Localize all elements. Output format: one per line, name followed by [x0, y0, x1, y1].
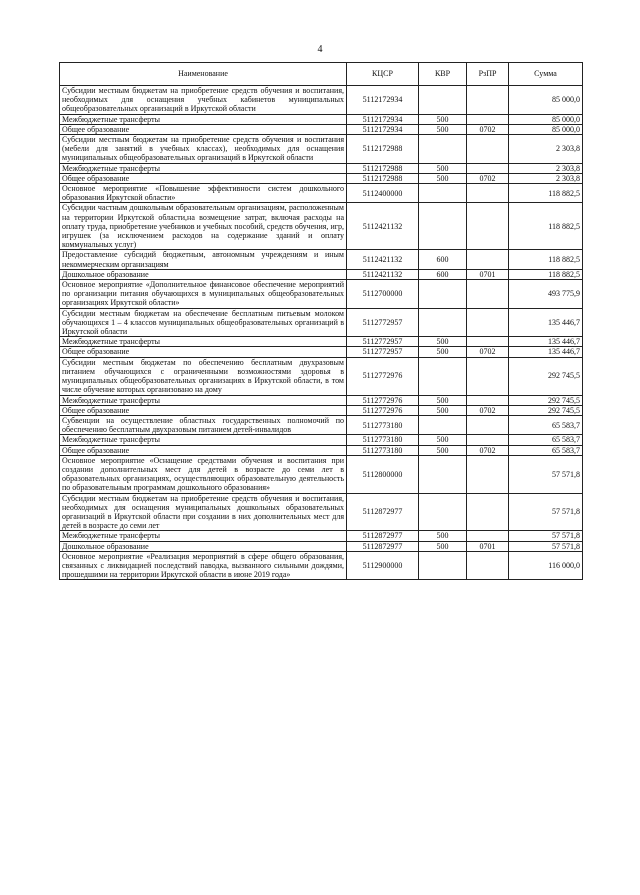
cell-sum: 65 583,7 [509, 445, 583, 455]
cell-rzpr: 0701 [467, 541, 509, 551]
cell-kvr: 500 [419, 163, 467, 173]
cell-name: Субсидии местным бюджетам на приобретение средств обучения и воспитания, необходимых для оснащения учебных кабинетов муниципальных общеобразовательных организаций в Иркутской области [60, 86, 347, 115]
cell-sum: 85 000,0 [509, 114, 583, 124]
cell-rzpr [467, 135, 509, 164]
cell-kcsr: 5112400000 [347, 184, 419, 203]
cell-sum: 292 745,5 [509, 395, 583, 405]
cell-kvr: 500 [419, 531, 467, 541]
table-row [60, 124, 583, 134]
cell-sum: 85 000,0 [509, 86, 583, 115]
cell-kcsr: 5112421132 [347, 203, 419, 250]
table-row [60, 337, 583, 347]
cell-kcsr: 5112172988 [347, 163, 419, 173]
table-row [60, 135, 583, 164]
cell-kvr: 600 [419, 250, 467, 269]
cell-name: Дошкольное образование [60, 269, 347, 279]
table-row [60, 173, 583, 183]
table-body [60, 86, 583, 580]
cell-kcsr: 5112172934 [347, 86, 419, 115]
cell-rzpr [467, 395, 509, 405]
header-kvr: КВР [419, 63, 467, 86]
cell-sum: 135 446,7 [509, 337, 583, 347]
cell-rzpr [467, 114, 509, 124]
table-row [60, 86, 583, 115]
cell-kvr: 500 [419, 337, 467, 347]
cell-name: Основное мероприятие «Реализация мероприятий в сфере общего образования, связанных с ликвидацией последствий паводка, вызванного сильными дождями, прошедшими на территории Иркутской области в июне 2019 года» [60, 551, 347, 580]
cell-rzpr [467, 86, 509, 115]
cell-kcsr: 5112772957 [347, 308, 419, 337]
table-row [60, 455, 583, 493]
cell-name: Общее образование [60, 173, 347, 183]
table-row [60, 493, 583, 531]
cell-name: Межбюджетные трансферты [60, 337, 347, 347]
table-row [60, 445, 583, 455]
cell-name: Субсидии местным бюджетам на приобретение средств обучения и воспитания, необходимых для оснащения муниципальных дошкольных образовательных организаций в Иркутской области при создании в них дополнительных мест для детей в возрасте до семи лет [60, 493, 347, 531]
cell-rzpr [467, 250, 509, 269]
cell-rzpr [467, 493, 509, 531]
cell-kcsr: 5112773180 [347, 415, 419, 434]
cell-rzpr [467, 337, 509, 347]
cell-name: Межбюджетные трансферты [60, 435, 347, 445]
cell-name: Межбюджетные трансферты [60, 163, 347, 173]
cell-sum: 65 583,7 [509, 435, 583, 445]
cell-rzpr [467, 455, 509, 493]
cell-kcsr: 5112172934 [347, 124, 419, 134]
cell-kvr [419, 135, 467, 164]
cell-sum: 57 571,8 [509, 493, 583, 531]
cell-rzpr: 0702 [467, 173, 509, 183]
table-row [60, 551, 583, 580]
cell-sum: 85 000,0 [509, 124, 583, 134]
cell-sum: 57 571,8 [509, 541, 583, 551]
table-header-row [60, 63, 583, 86]
cell-kcsr: 5112772976 [347, 405, 419, 415]
cell-sum: 493 775,9 [509, 280, 583, 309]
table-row [60, 308, 583, 337]
cell-kvr [419, 357, 467, 395]
budget-table [59, 62, 583, 580]
cell-sum: 135 446,7 [509, 347, 583, 357]
cell-name: Дошкольное образование [60, 541, 347, 551]
cell-kvr: 500 [419, 124, 467, 134]
cell-rzpr [467, 435, 509, 445]
header-name: Наименование [60, 63, 347, 86]
cell-kvr [419, 551, 467, 580]
cell-name: Межбюджетные трансферты [60, 531, 347, 541]
cell-kcsr: 5112772976 [347, 357, 419, 395]
cell-rzpr: 0702 [467, 405, 509, 415]
cell-rzpr [467, 203, 509, 250]
cell-sum: 118 882,5 [509, 203, 583, 250]
cell-sum: 2 303,8 [509, 173, 583, 183]
cell-name: Общее образование [60, 445, 347, 455]
header-sum: Сумма [509, 63, 583, 86]
cell-name: Межбюджетные трансферты [60, 395, 347, 405]
cell-kcsr: 5112421132 [347, 269, 419, 279]
cell-kvr: 500 [419, 405, 467, 415]
cell-kvr [419, 86, 467, 115]
cell-sum: 135 446,7 [509, 308, 583, 337]
cell-rzpr: 0702 [467, 445, 509, 455]
cell-name: Субсидии местным бюджетам по обеспечению бесплатным двухразовым питанием обучающихся с ограниченными возможностями здоровья в муниципальных общеобразовательных организациях в Иркутской области, в том числе обучение которых организовано на дому [60, 357, 347, 395]
cell-rzpr [467, 551, 509, 580]
cell-kvr: 600 [419, 269, 467, 279]
cell-kvr [419, 184, 467, 203]
cell-name: Предоставление субсидий бюджетным, автономным учреждениям и иным некоммерческим организациям [60, 250, 347, 269]
cell-sum: 292 745,5 [509, 357, 583, 395]
cell-kcsr: 5112772957 [347, 347, 419, 357]
cell-rzpr [467, 163, 509, 173]
cell-sum: 57 571,8 [509, 455, 583, 493]
cell-name: Межбюджетные трансферты [60, 114, 347, 124]
cell-kvr [419, 415, 467, 434]
cell-kvr: 500 [419, 347, 467, 357]
cell-rzpr [467, 531, 509, 541]
cell-sum: 57 571,8 [509, 531, 583, 541]
cell-sum: 2 303,8 [509, 135, 583, 164]
cell-name: Субсидии местным бюджетам на обеспечение бесплатным питьевым молоком обучающихся 1 – 4 классов муниципальных общеобразовательных организаций в Иркутской области [60, 308, 347, 337]
cell-name: Основное мероприятие «Повышение эффективности систем дошкольного образования Иркутской области» [60, 184, 347, 203]
cell-sum: 65 583,7 [509, 415, 583, 434]
cell-kcsr: 5112872977 [347, 541, 419, 551]
table-row [60, 435, 583, 445]
cell-kcsr: 5112872977 [347, 493, 419, 531]
cell-kcsr: 5112421132 [347, 250, 419, 269]
cell-sum: 118 882,5 [509, 269, 583, 279]
cell-kcsr: 5112900000 [347, 551, 419, 580]
cell-name: Субсидии частным дошкольным образовательным организациям, расположенным на территории Иркутской области,на возмещение затрат, включая расходы на оплату труда, приобретение учебников и учебных пособий, средств обучения, игр, игрушек (за исключением расходов на содержание зданий и оплату коммунальных услуг) [60, 203, 347, 250]
cell-rzpr: 0702 [467, 124, 509, 134]
cell-name: Основное мероприятие «Оснащение средствами обучения и воспитания при создании дополнительных мест для детей в возрасте до семи лет в образовательных организациях, осуществляющих образовательную деятельность по образовательным программам дошкольного образования» [60, 455, 347, 493]
cell-kvr [419, 493, 467, 531]
cell-kcsr: 5112172988 [347, 173, 419, 183]
cell-sum: 116 000,0 [509, 551, 583, 580]
cell-rzpr: 0702 [467, 347, 509, 357]
cell-kcsr: 5112700000 [347, 280, 419, 309]
table-row [60, 163, 583, 173]
cell-kvr: 500 [419, 173, 467, 183]
cell-sum: 2 303,8 [509, 163, 583, 173]
cell-name: Общее образование [60, 405, 347, 415]
cell-kvr: 500 [419, 114, 467, 124]
cell-kcsr: 5112773180 [347, 445, 419, 455]
cell-sum: 118 882,5 [509, 184, 583, 203]
cell-kcsr: 5112772957 [347, 337, 419, 347]
table-row [60, 405, 583, 415]
table-row [60, 357, 583, 395]
table-row [60, 531, 583, 541]
cell-rzpr [467, 184, 509, 203]
table-row [60, 203, 583, 250]
cell-kcsr: 5112172934 [347, 114, 419, 124]
table-row [60, 395, 583, 405]
cell-rzpr [467, 308, 509, 337]
cell-kcsr: 5112872977 [347, 531, 419, 541]
cell-name: Основное мероприятие «Дополнительное финансовое обеспечение мероприятий по организации питания обучающихся в муниципальных общеобразовательных организациях Иркутской области» [60, 280, 347, 309]
cell-kvr: 500 [419, 541, 467, 551]
header-rzpr: РзПР [467, 63, 509, 86]
cell-kcsr: 5112800000 [347, 455, 419, 493]
cell-kvr [419, 455, 467, 493]
cell-name: Общее образование [60, 347, 347, 357]
table-row [60, 541, 583, 551]
table-row [60, 114, 583, 124]
cell-kcsr: 5112172988 [347, 135, 419, 164]
cell-kvr: 500 [419, 445, 467, 455]
cell-kcsr: 5112772976 [347, 395, 419, 405]
cell-kvr [419, 308, 467, 337]
table-row [60, 347, 583, 357]
cell-name: Субвенции на осуществление областных государственных полномочий по обеспечению бесплатным двухразовым питанием детей-инвалидов [60, 415, 347, 434]
cell-rzpr [467, 280, 509, 309]
cell-sum: 118 882,5 [509, 250, 583, 269]
cell-kvr: 500 [419, 435, 467, 445]
page-number: 4 [317, 44, 323, 55]
table-row [60, 415, 583, 434]
cell-kvr: 500 [419, 395, 467, 405]
cell-sum: 292 745,5 [509, 405, 583, 415]
cell-name: Общее образование [60, 124, 347, 134]
cell-kvr [419, 203, 467, 250]
cell-name: Субсидии местным бюджетам на приобретение средств обучения и воспитания (мебели для занятий в учебных классах), необходимых для оснащения муниципальных общеобразовательных организаций в Иркутской области [60, 135, 347, 164]
header-kcsr: КЦСР [347, 63, 419, 86]
cell-kvr [419, 280, 467, 309]
cell-rzpr [467, 357, 509, 395]
table-row [60, 269, 583, 279]
table-row [60, 184, 583, 203]
cell-rzpr: 0701 [467, 269, 509, 279]
cell-kcsr: 5112773180 [347, 435, 419, 445]
table-row [60, 280, 583, 309]
table-row [60, 250, 583, 269]
cell-rzpr [467, 415, 509, 434]
